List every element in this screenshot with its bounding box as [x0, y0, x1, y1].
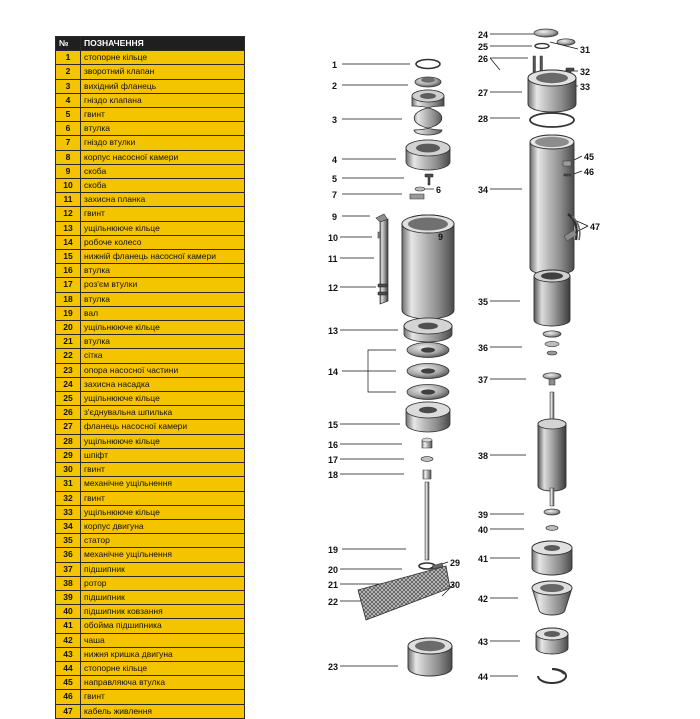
part-name-cell: механічне ущільнення [81, 477, 245, 491]
part-number-cell: 37 [56, 562, 81, 576]
part-38-rotor [538, 392, 566, 506]
part-name-cell: гвинт [81, 108, 245, 122]
exploded-view-diagram [250, 0, 700, 700]
part-number-cell: 8 [56, 150, 81, 164]
part-number-cell: 28 [56, 434, 81, 448]
part-40-sliding-bearing [546, 526, 558, 531]
part-name-cell: зворотний клапан [81, 65, 245, 79]
callout-label-31: 31 [580, 45, 591, 55]
part-number-cell: 39 [56, 590, 81, 604]
table-row [56, 661, 245, 675]
part-name-cell: гвинт [81, 491, 245, 505]
part-name-cell: підшипник [81, 562, 245, 576]
callout-label-36: 36 [478, 343, 489, 353]
callout-label-12: 12 [328, 283, 339, 293]
callout-label-42: 42 [478, 594, 489, 604]
part-name-cell: ущільнююче кільце [81, 392, 245, 406]
part-name-cell: ущільнююче кільце [81, 434, 245, 448]
part-6-bushing [415, 187, 425, 191]
callout-label-19: 19 [328, 545, 339, 555]
callout-label-28: 28 [478, 114, 489, 124]
callout-label-43: 43 [478, 637, 489, 647]
callout-label-16: 16 [328, 440, 339, 450]
part-number-cell: 16 [56, 264, 81, 278]
part-name-cell: гніздо клапана [81, 93, 245, 107]
callout-label-45: 45 [584, 152, 595, 162]
table-row [56, 136, 245, 150]
part-4-valve-seat [406, 140, 450, 170]
part-number-cell: 10 [56, 179, 81, 193]
part-name-cell: гвинт [81, 463, 245, 477]
diagram-svg [250, 0, 700, 700]
part-number-cell: 24 [56, 377, 81, 391]
callout-label-15: 15 [328, 420, 339, 430]
table-row [56, 406, 245, 420]
part-number-cell: 38 [56, 576, 81, 590]
part-name-cell: направляюча втулка [81, 676, 245, 690]
callout-label-17: 17 [328, 455, 339, 465]
table-row [56, 477, 245, 491]
table-row [56, 306, 245, 320]
part-23-pump-support [408, 638, 452, 676]
callout-label-24: 24 [478, 30, 489, 40]
part-name-cell: опора насосної частини [81, 363, 245, 377]
table-row [56, 51, 245, 65]
callout-label-29: 29 [450, 558, 461, 568]
part-26-stud [533, 56, 543, 72]
callout-label-6: 6 [436, 185, 442, 195]
callout-label-47: 47 [590, 222, 601, 232]
part-number-cell: 4 [56, 93, 81, 107]
callout-label-38: 38 [478, 451, 489, 461]
part-name-cell: скоба [81, 164, 245, 178]
part-7-bushing-seat [410, 194, 424, 199]
part-number-cell: 13 [56, 221, 81, 235]
part-number-cell: 12 [56, 207, 81, 221]
table-row [56, 377, 245, 391]
part-41-bearing-holder [532, 541, 572, 575]
part-42-cup [532, 581, 572, 615]
part-name-cell: ущільнююче кільце [81, 221, 245, 235]
part-8-pump-chamber-body [402, 215, 454, 319]
part-1-retaining-ring [416, 60, 440, 69]
part-22-mesh-screen [358, 566, 450, 620]
part-number-cell: 25 [56, 392, 81, 406]
part-number-cell: 45 [56, 676, 81, 690]
part-number-cell: 14 [56, 235, 81, 249]
part-number-cell: 26 [56, 406, 81, 420]
table-row [56, 491, 245, 505]
callout-label-18: 18 [328, 470, 339, 480]
callout-label-4: 4 [332, 155, 338, 165]
table-row [56, 576, 245, 590]
part-number-cell: 6 [56, 122, 81, 136]
part-name-cell: захисна насадка [81, 377, 245, 391]
part-35-stator [534, 270, 570, 326]
part-46-screw [564, 174, 571, 176]
table-row [56, 250, 245, 264]
table-row [56, 122, 245, 136]
table-row [56, 150, 245, 164]
table-row [56, 264, 245, 278]
part-number-cell: 18 [56, 292, 81, 306]
callout-label-23: 23 [328, 662, 339, 672]
part-number-cell: 23 [56, 363, 81, 377]
callout-label-21: 21 [328, 580, 339, 590]
part-3-outlet-flange [412, 90, 444, 135]
part-name-cell: захисна планка [81, 193, 245, 207]
part-number-cell: 9 [56, 164, 81, 178]
table-row [56, 392, 245, 406]
part-24-protective-cap [534, 29, 558, 37]
part-number-cell: 3 [56, 79, 81, 93]
part-number-cell: 15 [56, 250, 81, 264]
table-row [56, 278, 245, 292]
callout-label-13: 13 [328, 326, 339, 336]
part-name-cell: механічне ущільнення [81, 548, 245, 562]
part-39-bearing [544, 509, 560, 515]
part-name-cell: втулка [81, 335, 245, 349]
part-name-cell: чаша [81, 633, 245, 647]
callout-label-1: 1 [332, 60, 338, 70]
callout-label-35: 35 [478, 297, 489, 307]
part-number-cell: 47 [56, 704, 81, 718]
part-number-cell: 2 [56, 65, 81, 79]
callout-label-44: 44 [478, 672, 489, 682]
part-19-shaft [425, 482, 429, 560]
callout-label-9: 9 [332, 212, 338, 222]
part-name-cell: з'єднувальна шпилька [81, 406, 245, 420]
part-name-cell: стопорне кільце [81, 661, 245, 675]
table-row [56, 292, 245, 306]
part-name-cell: нижній фланець насосної камери [81, 250, 245, 264]
table-row [56, 349, 245, 363]
table-row [56, 207, 245, 221]
part-25-o-ring [535, 44, 549, 49]
table-row [56, 562, 245, 576]
table-row [56, 434, 245, 448]
part-43-motor-bottom-cover [536, 628, 568, 654]
part-name-cell: вихідний фланець [81, 79, 245, 93]
table-row [56, 221, 245, 235]
table-row [56, 164, 245, 178]
table-row [56, 65, 245, 79]
callout-label-11: 11 [328, 254, 338, 264]
callout-label-32: 32 [580, 67, 591, 77]
part-name-cell: робоче колесо [81, 235, 245, 249]
part-34-motor-housing [530, 135, 574, 275]
callout-label-46: 46 [584, 167, 595, 177]
parts-table [55, 36, 245, 719]
part-5-screw [425, 174, 433, 185]
part-name-cell: корпус насосної камери [81, 150, 245, 164]
part-name-cell: сітка [81, 349, 245, 363]
part-number-cell: 33 [56, 505, 81, 519]
table-row [56, 704, 245, 718]
table-row [56, 108, 245, 122]
part-name-cell: втулка [81, 292, 245, 306]
callout-label-26: 26 [478, 54, 489, 64]
part-name-cell: фланець насосної камери [81, 420, 245, 434]
callout-label-9: 9 [438, 232, 444, 242]
column-header-number: № [56, 37, 81, 51]
part-36-mechanical-seal [543, 331, 561, 355]
part-name-cell: роз'єм втулки [81, 278, 245, 292]
table-row [56, 676, 245, 690]
part-number-cell: 19 [56, 306, 81, 320]
table-row [56, 463, 245, 477]
table-row [56, 519, 245, 533]
part-name-cell: підшипник ковзання [81, 605, 245, 619]
table-row [56, 321, 245, 335]
table-row [56, 534, 245, 548]
callout-label-14: 14 [328, 367, 339, 377]
table-row [56, 363, 245, 377]
part-28-o-ring [530, 113, 574, 127]
callout-label-7: 7 [332, 190, 338, 200]
column-header-designation: ПОЗНАЧЕННЯ [81, 37, 245, 51]
part-number-cell: 41 [56, 619, 81, 633]
table-header-row [56, 37, 245, 51]
table-row [56, 633, 245, 647]
part-name-cell: корпус двигуна [81, 519, 245, 533]
part-number-cell: 1 [56, 51, 81, 65]
part-name-cell: нижня кришка двигуна [81, 647, 245, 661]
part-11-protective-strip [380, 219, 388, 304]
part-number-cell: 17 [56, 278, 81, 292]
part-number-cell: 7 [56, 136, 81, 150]
part-15-lower-flange [406, 402, 450, 432]
table-row [56, 619, 245, 633]
part-44-retaining-ring [538, 669, 566, 683]
callout-label-2: 2 [332, 81, 338, 91]
part-number-cell: 29 [56, 448, 81, 462]
part-31-mechanical-seal [557, 39, 575, 45]
table-row [56, 179, 245, 193]
part-27-pump-chamber-flange [528, 70, 576, 112]
part-name-cell: обойма підшипника [81, 619, 245, 633]
table-row [56, 420, 245, 434]
table-row [56, 590, 245, 604]
table-row [56, 548, 245, 562]
part-name-cell: ущільнююче кільце [81, 321, 245, 335]
part-number-cell: 44 [56, 661, 81, 675]
part-number-cell: 20 [56, 321, 81, 335]
callout-label-34: 34 [478, 185, 489, 195]
part-name-cell: вал [81, 306, 245, 320]
part-number-cell: 36 [56, 548, 81, 562]
table-row [56, 235, 245, 249]
callout-label-37: 37 [478, 375, 489, 385]
part-name-cell: втулка [81, 264, 245, 278]
table-row [56, 505, 245, 519]
table-row [56, 605, 245, 619]
part-16-bushing [422, 438, 432, 448]
part-name-cell: кабель живлення [81, 704, 245, 718]
part-number-cell: 31 [56, 477, 81, 491]
part-number-cell: 40 [56, 605, 81, 619]
table-row [56, 193, 245, 207]
part-37-bearing [543, 373, 561, 385]
callout-label-3: 3 [332, 115, 338, 125]
part-number-cell: 11 [56, 193, 81, 207]
part-name-cell: ущільнююче кільце [81, 505, 245, 519]
callout-label-10: 10 [328, 233, 339, 243]
callout-label-25: 25 [478, 42, 489, 52]
part-number-cell: 34 [56, 519, 81, 533]
part-name-cell: статор [81, 534, 245, 548]
table-row [56, 93, 245, 107]
callout-label-27: 27 [478, 88, 489, 98]
part-17-bushing-joint [421, 457, 433, 462]
callout-label-30: 30 [450, 580, 461, 590]
table-row [56, 448, 245, 462]
table-row [56, 647, 245, 661]
part-number-cell: 21 [56, 335, 81, 349]
part-number-cell: 22 [56, 349, 81, 363]
part-name-cell: стопорне кільце [81, 51, 245, 65]
part-13-o-ring [404, 318, 452, 342]
part-number-cell: 42 [56, 633, 81, 647]
callout-label-39: 39 [478, 510, 489, 520]
part-name-cell: шпіфт [81, 448, 245, 462]
part-name-cell: гвинт [81, 207, 245, 221]
table-row [56, 335, 245, 349]
part-number-cell: 5 [56, 108, 81, 122]
callout-label-20: 20 [328, 565, 339, 575]
part-18-bushing [423, 470, 431, 479]
part-number-cell: 32 [56, 491, 81, 505]
callout-label-41: 41 [478, 554, 489, 564]
part-number-cell: 35 [56, 534, 81, 548]
part-number-cell: 46 [56, 690, 81, 704]
part-45-guide-bushing [563, 161, 571, 166]
part-2-check-valve [415, 77, 441, 87]
callout-label-33: 33 [580, 82, 591, 92]
part-name-cell: гвинт [81, 690, 245, 704]
part-name-cell: ротор [81, 576, 245, 590]
part-name-cell: гніздо втулки [81, 136, 245, 150]
part-number-cell: 43 [56, 647, 81, 661]
table-row [56, 79, 245, 93]
callout-label-5: 5 [332, 174, 338, 184]
part-14-impeller-group [407, 343, 449, 400]
part-number-cell: 30 [56, 463, 81, 477]
table-row [56, 690, 245, 704]
callout-label-40: 40 [478, 525, 489, 535]
part-name-cell: підшипник [81, 590, 245, 604]
part-name-cell: скоба [81, 179, 245, 193]
part-number-cell: 27 [56, 420, 81, 434]
callout-label-22: 22 [328, 597, 339, 607]
part-name-cell: втулка [81, 122, 245, 136]
